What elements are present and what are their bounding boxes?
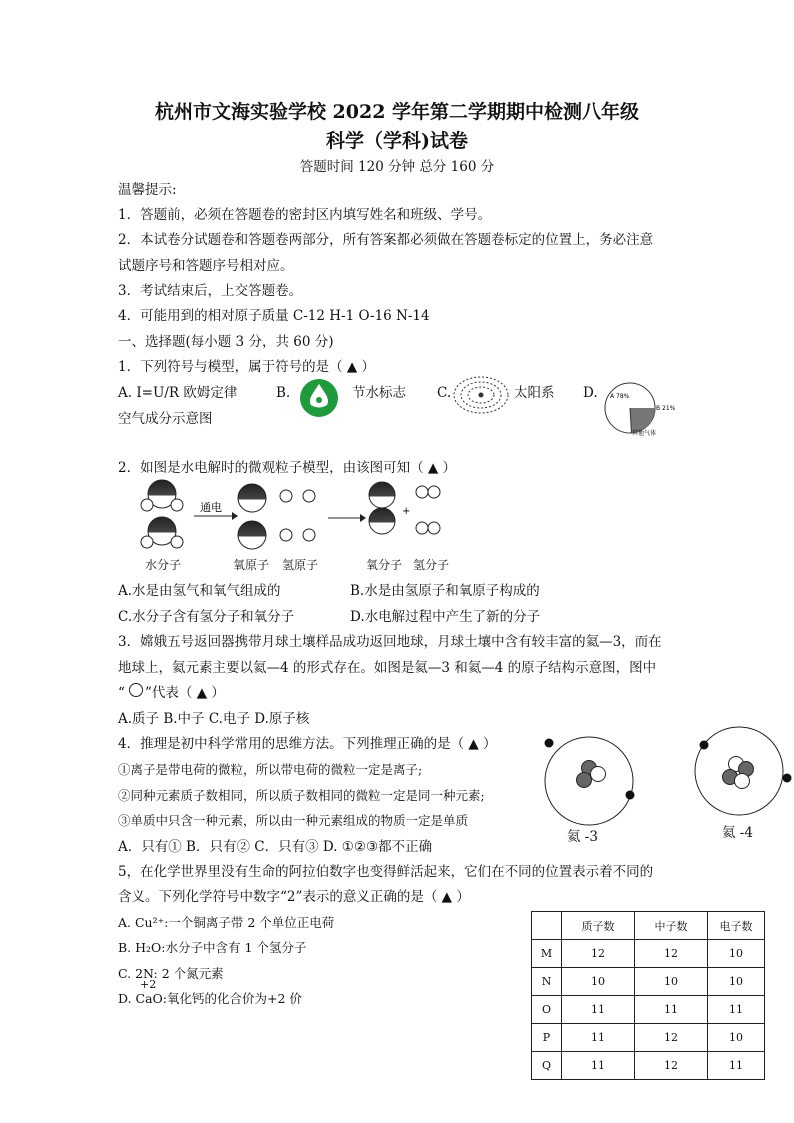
q4-statement-1: ①离子是带电荷的微粒，所以带电荷的微粒一定是离子; <box>118 762 423 777</box>
table-header-cell: 质子数 <box>562 912 635 940</box>
table-header-row <box>532 912 765 940</box>
q4-statement-3: ③单质中只含一种元素，所以由一种元素组成的物质一定是单质 <box>118 813 469 828</box>
q4-stem: 4．推理是初中科学常用的思维方法。下列推理正确的是（ ▲ ） <box>118 736 497 752</box>
solar-system-icon <box>452 375 510 415</box>
table-cell: O <box>532 996 562 1024</box>
table-cell: 11 <box>708 1052 765 1080</box>
table-cell: 10 <box>562 968 635 996</box>
note-2-cont: 试题序号和答题序号相对应。 <box>118 258 294 274</box>
table-header-cell: 电子数 <box>708 912 765 940</box>
table-cell: 11 <box>562 1052 635 1080</box>
q5-line2: 含义。下列化学符号中数字“2”表示的意义正确的是（ ▲ ） <box>118 889 470 905</box>
helium-4-diagram <box>692 723 792 823</box>
q2-option-b: B.水是由氢原子和氧原子构成的 <box>350 583 540 599</box>
q2-option-d: D.水电解过程中产生了新的分子 <box>350 609 541 625</box>
q2-stem: 2．如图是水电解时的微观粒子模型，由该图可知（ ▲ ） <box>118 460 457 476</box>
table-cell: N <box>532 968 562 996</box>
table-cell: 11 <box>708 996 765 1024</box>
notes-heading: 温馨提示: <box>118 182 177 198</box>
plus-sign: + <box>402 506 411 517</box>
q3-options: A.质子 B.中子 C.电子 D.原子核 <box>118 711 310 727</box>
label-water-molecule: 水分子 <box>145 558 182 572</box>
table-cell: 10 <box>708 940 765 968</box>
table-header-cell: 中子数 <box>635 912 708 940</box>
q1-option-d-label: 空气成分示意图 <box>118 411 213 427</box>
table-cell: M <box>532 940 562 968</box>
table-header-cell <box>532 912 562 940</box>
table-cell: 11 <box>562 996 635 1024</box>
arrow-label: 通电 <box>200 501 222 514</box>
helium-4-label: 氦 -4 <box>722 825 753 841</box>
table-row <box>532 996 765 1024</box>
q3-line2: 地球上，氦元素主要以氦—4 的形式存在。如图是氦—3 和氦—4 的原子结构示意图，图中 <box>118 660 657 676</box>
q5-line1: 5，在化学世界里没有生命的阿拉伯数字也变得鲜活起来，它们在不同的位置表示着不同的 <box>118 864 654 880</box>
pie-label-a: A 78% <box>610 393 630 400</box>
q1-option-a: A. I=U/R 欧姆定律 <box>118 385 238 401</box>
q5-option-d-valence: +2 <box>140 978 157 991</box>
table-cell: 12 <box>635 1052 708 1080</box>
q5-option-b: B. H₂O:水分子中含有 1 个氢分子 <box>118 940 307 955</box>
q5-option-d: D. CaO:氧化钙的化合价为+2 价 <box>118 991 302 1006</box>
q1-option-b-label: 节水标志 <box>352 385 406 401</box>
q1-stem: 1．下列符号与模型，属于符号的是（ ▲ ） <box>118 359 376 375</box>
q1-option-d-letter: D. <box>583 385 598 401</box>
table-cell: Q <box>532 1052 562 1080</box>
helium-3-diagram <box>543 733 639 829</box>
helium-3-label: 氦 -3 <box>567 829 598 845</box>
water-saving-icon <box>299 378 339 418</box>
q3-line3-post: ”代表（ ▲ ） <box>145 685 225 701</box>
q2-option-c: C.水分子含有氢分子和氧分子 <box>118 609 295 625</box>
table-row <box>532 940 765 968</box>
q2-option-a: A.水是由氢气和氧气组成的 <box>118 583 281 599</box>
q1-option-b-letter: B. <box>276 385 291 401</box>
label-oxygen-atom: 氧原子 <box>233 558 270 572</box>
table-cell: 10 <box>635 968 708 996</box>
table-cell: P <box>532 1024 562 1052</box>
pie-label-c: 其他气体 <box>632 430 657 437</box>
exam-meta: 答题时间 120 分钟 总分 160 分 <box>299 159 495 175</box>
table-row <box>532 1024 765 1052</box>
table-cell: 10 <box>708 968 765 996</box>
table-row <box>532 968 765 996</box>
white-circle-icon <box>128 682 144 698</box>
q1-option-c-letter: C. <box>437 385 452 401</box>
q3-line1: 3．嫦娥五号返回器携带月球土壤样品成功返回地球，月球土壤中含有较丰富的氦—3，而在 <box>118 634 662 650</box>
q4-statement-2: ②同种元素质子数相同，所以质子数相同的微粒一定是同一种元素; <box>118 788 485 803</box>
table-cell: 12 <box>635 940 708 968</box>
note-3: 3．考试结束后，上交答题卷。 <box>118 283 303 299</box>
label-oxygen-molecule: 氧分子 <box>366 558 403 572</box>
note-2: 2．本试卷分试题卷和答题卷两部分，所有答案都必须做在答题卷标定的位置上，务必注意 <box>118 232 654 248</box>
label-hydrogen-molecule: 氢分子 <box>413 558 450 572</box>
pie-label-b: B 21% <box>656 405 676 412</box>
label-hydrogen-atom: 氢原子 <box>282 558 319 572</box>
table-cell: 10 <box>708 1024 765 1052</box>
q3-line3-pre: “ <box>118 685 125 701</box>
electrolysis-diagram <box>138 478 458 550</box>
table-row <box>532 1052 765 1080</box>
air-composition-pie-icon <box>598 380 674 438</box>
q5-option-a: A. Cu²⁺:一个铜离子带 2 个单位正电荷 <box>118 915 335 930</box>
table-cell: 11 <box>635 996 708 1024</box>
table-cell: 11 <box>562 1024 635 1052</box>
q4-options: A．只有① B．只有② C．只有③ D. ①②③都不正确 <box>118 839 433 855</box>
table-cell: 12 <box>635 1024 708 1052</box>
q5-option-c: C. 2N: 2 个氮元素 <box>118 966 224 981</box>
exam-title-line2: 科学（学科)试卷 <box>326 130 468 152</box>
particle-table <box>531 911 765 1080</box>
note-1: 1．答题前，必须在答题卷的密封区内填写姓名和班级、学号。 <box>118 207 492 223</box>
note-4: 4．可能用到的相对原子质量 C-12 H-1 O-16 N-14 <box>118 308 430 324</box>
section-heading: 一、选择题(每小题 3 分，共 60 分) <box>118 334 334 350</box>
exam-title-line1: 杭州市文海实验学校 2022 学年第二学期期中检测八年级 <box>154 101 640 123</box>
q1-option-c-label: 太阳系 <box>514 385 555 401</box>
table-cell: 12 <box>562 940 635 968</box>
